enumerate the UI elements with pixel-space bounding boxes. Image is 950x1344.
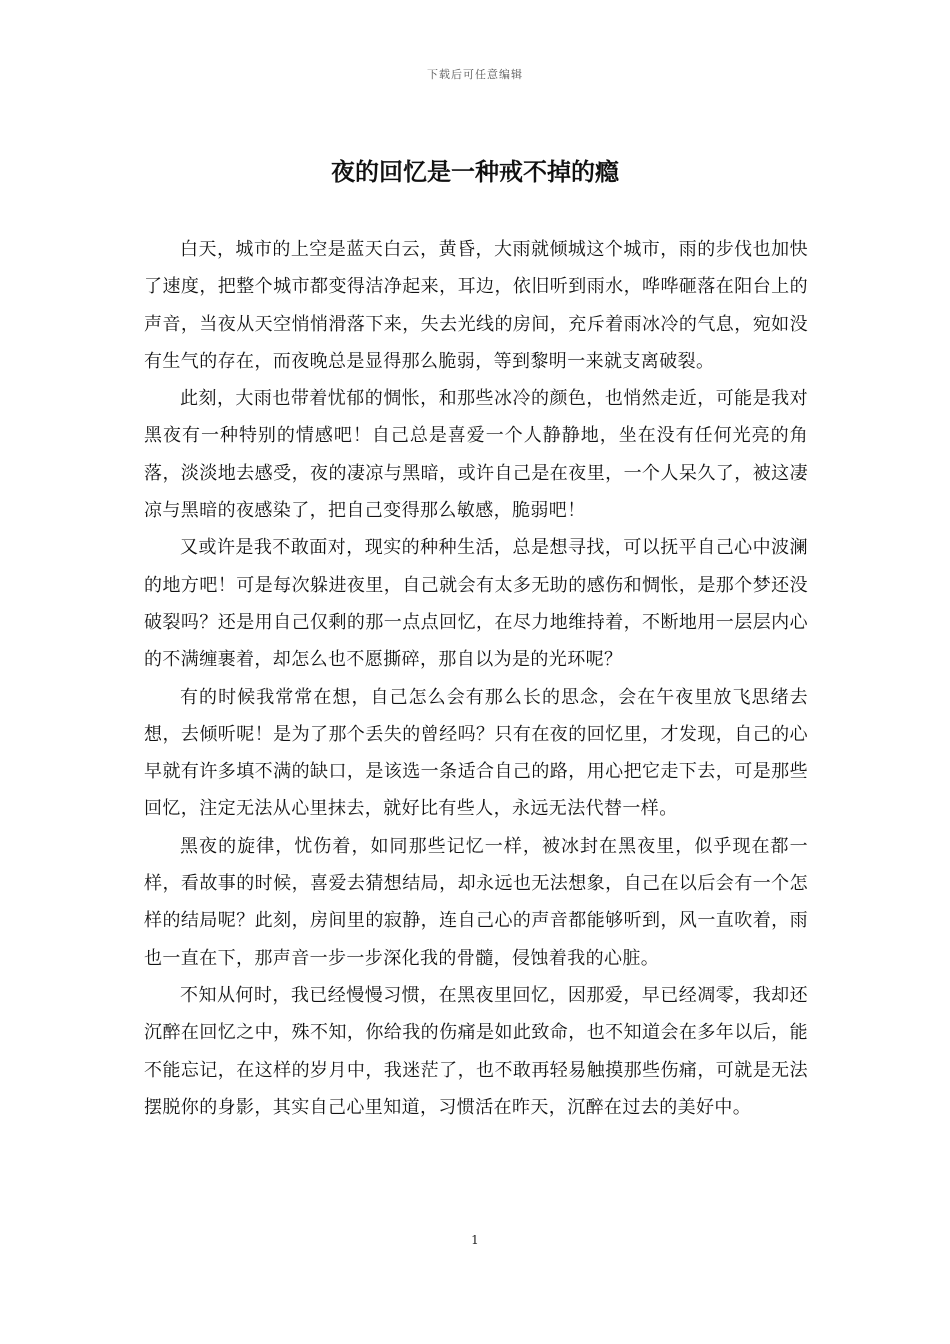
paragraph-4: 有的时候我常常在想，自己怎么会有那么长的思念，会在午夜里放飞思绪去想，去倾听呢！是为了那个丢失的曾经吗？只有在夜的回忆里，才发现，自己的心早就有许多填不满的缺口，是该选一条适合自己的路，用心把它走下去，可是那些回忆，注定无法从心里抹去，就好比有些人，永远无法代替一样。 xyxy=(144,686,808,820)
paragraph-2: 此刻，大雨也带着忧郁的惆怅，和那些冰冷的颜色，也悄然走近，可能是我对黑夜有一种特别的情感吧！自己总是喜爱一个人静静地，坐在没有任何光亮的角落，淡淡地去感受，夜的凄凉与黑暗，或许自己是在夜里，一个人呆久了，被这凄凉与黑暗的夜感染了，把自己变得那么敏感，脆弱吧！ xyxy=(144,388,808,522)
paragraph-3: 又或许是我不敢面对，现实的种种生活，总是想寻找，可以抚平自己心中波澜的地方吧！可是每次躲进夜里，自己就会有太多无助的感伤和惆怅，是那个梦还没破裂吗？还是用自己仅剩的那一点点回忆，在尽力地维持着，不断地用一层层内心的不满缠裹着，却怎么也不愿撕碎，那自以为是的光环呢？ xyxy=(144,537,808,671)
paragraph-1: 白天，城市的上空是蓝天白云，黄昏，大雨就倾城这个城市，雨的步伐也加快了速度，把整个城市都变得洁净起来，耳边，依旧听到雨水，哗哗砸落在阳台上的声音，当夜从天空悄悄滑落下来，失去光线的房间，充斥着雨冰冷的气息，宛如没有生气的存在，而夜晚总是显得那么脆弱，等到黎明一来就支离破裂。 xyxy=(144,239,808,372)
paragraph-5: 黑夜的旋律，忧伤着，如同那些记忆一样，被冰封在黑夜里，似乎现在都一样，看故事的时候，喜爱去猜想结局，却永远也无法想象，自己在以后会有一个怎样的结局呢？此刻，房间里的寂静，连自己心的声音都能够听到，风一直吹着，雨也一直在下，那声音一步一步深化我的骨髓，侵蚀着我的心脏。 xyxy=(144,835,808,969)
page-number: 1 xyxy=(471,1233,479,1247)
paragraph-6: 不知从何时，我已经慢慢习惯，在黑夜里回忆，因那爱，早已经凋零，我却还沉醉在回忆之中，殊不知，你给我的伤痛是如此致命，也不知道会在多年以后，能不能忘记，在这样的岁月中，我迷茫了，也不敢再轻易触摸那些伤痛，可就是无法摆脱你的身影，其实自己心里知道，习惯活在昨天，沉醉在过去的美好中。 xyxy=(144,984,808,1118)
header-note: 下载后可任意编辑 xyxy=(427,68,523,81)
article-title: 夜的回忆是一种戒不掉的瘾 xyxy=(331,157,619,186)
article-body xyxy=(144,231,808,1126)
